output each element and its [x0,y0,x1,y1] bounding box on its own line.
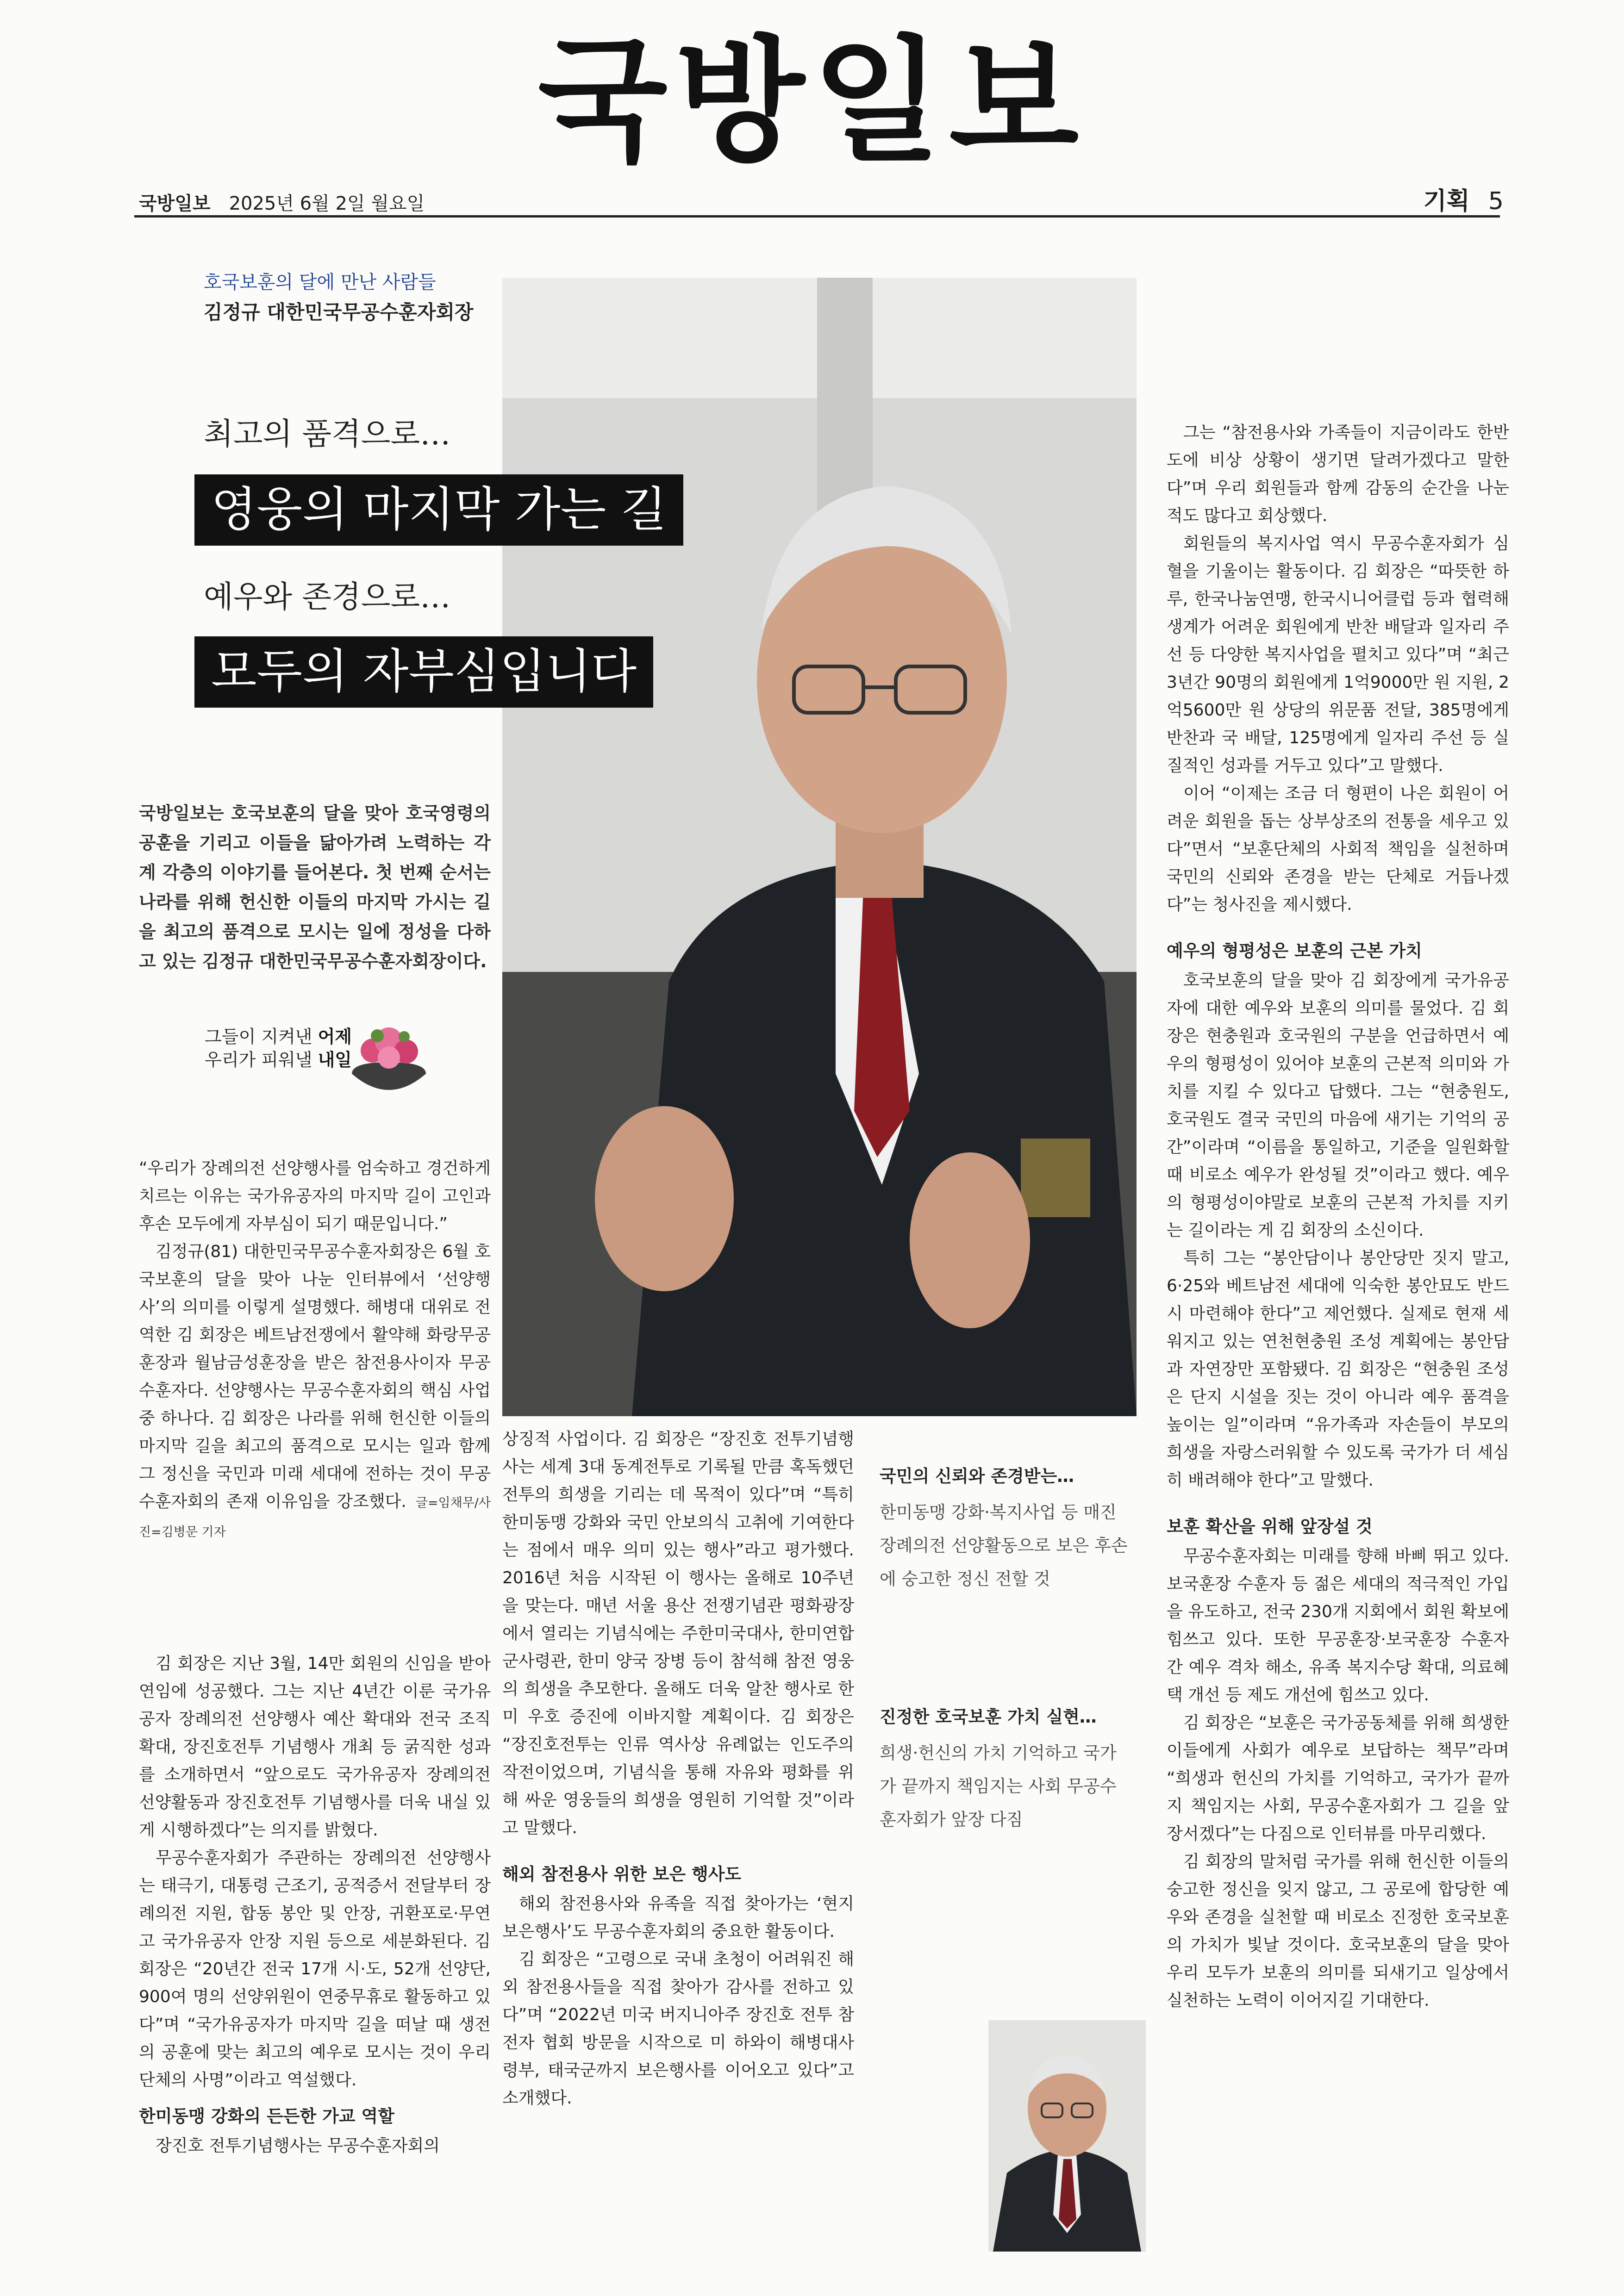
masthead-title: 국방일보 [537,24,1087,180]
body-paragraph: 이어 “이제는 조금 더 형편이 나은 회원이 어려운 회원을 돕는 상부상조의 전통을 세우고 있다”면서 “보훈단체의 사회적 책임을 실천하며 국민의 신뢰와 존경을 받는 단체로 거듭나겠다”는 청사진을 제시했다. [1167,784,1509,914]
header-rule [134,215,1500,218]
body-paragraph: 해외 참전용사와 유족을 직접 찾아가는 ‘현지 보은행사’도 무공수훈자회의 중요한 활동이다. [502,1894,854,1941]
badge-line-2: 우리가 피워낼 내일 [205,1050,352,1070]
headline-title-2: 모두의 자부심입니다 [194,636,653,708]
portrait-photo [988,2020,1146,2252]
body-paragraph: 회원들의 복지사업 역시 무공수훈자회가 심혈을 기울이는 활동이다. 김 회장은 “따뜻한 하루, 한국나눔연맹, 한국시니어클럽 등과 협력해 생계가 어려운 회원에게 반찬 배달과 일자리 주선 등 다양한 복지사업을 펼치고 있다”며 “최근 3년간 90명의 회원에게 1억9000만 원 지원, 2억5600만 원 상당의 위문품 전달, 385명에게 반찬과 국 배달, 125명에게 일자리 주선 등 실질적인 성과를 거두고 있다”고 말했다. [1167,534,1509,775]
badge-line-1: 그들이 지켜낸 어제 [205,1027,352,1047]
page-header-right [1423,187,1504,215]
subheading-alliance: 한미동맹 강화의 든든한 가교 역할 [139,2106,394,2126]
subheading-overseas: 해외 참전용사 위한 보은 행사도 [502,1864,742,1884]
body-paragraph: 김정규(81) 대한민국무공수훈자회장은 6월 호국보훈의 달을 맞아 나눈 인터뷰에서 ‘선양행사’의 의미를 이렇게 설명했다. 해병대 대위로 전역한 김 회장은 베트남전쟁에서 활약해 화랑무공훈장과 월남금성훈장을 받은 참전용사이자 무공수훈자다. 선양행사는 무공수훈자회의 핵심 사업 중 하나다. 김 회장은 나라를 위해 헌신한 이들의 마지막 길을 최고의 품격으로 모시는 일과 함께 그 정신을 국민과 미래 세대에 전하는 것이 무공수훈자회의 존재 이유임을 강조했다. 글=임채무/사진=김병문 기자 [139,1242,491,1539]
header-section: 기획 [1423,187,1470,215]
headline-title-1: 영웅의 마지막 가는 길 [194,474,683,546]
pull-quote-title: 국민의 신뢰와 존경받는… [880,1466,1074,1486]
article-column-1b [139,1650,491,2160]
flower-helmet-icon [345,1018,433,1097]
interview-photo-illustration [502,278,1137,1416]
body-paragraph: 무공수훈자회가 주관하는 장례의전 선양행사는 태극기, 대통령 근조기, 공적증서 전달부터 장례의전 지원, 합동 봉안 및 안장, 귀환포로·무연고 국가유공자 안장 지원 등으로 세분화된다. 김 회장은 “20년간 전국 17개 시·도, 52개 선양단, 900여 명의 선양위원이 연중무휴로 활동하고 있다”며 “국가유공자가 마지막 길을 떠날 때 생전의 공훈에 맞는 최고의 예우로 모시는 것이 우리 단체의 사명”이라고 역설했다. [139,1848,491,2090]
pull-quote-body: 희생·헌신의 가치 기억하고 국가가 끝까지 책임지는 사회 무공수훈자회가 앞장 다짐 [880,1743,1117,1829]
series-badge [153,1025,352,1071]
body-paragraph: 상징적 사업이다. 김 회장은 “장진호 전투기념행사는 세계 3대 동계전투로 기록될 만큼 혹독했던 전투의 희생을 기리는 데 목적이 있다”며 “특히 한미동맹 강화와 국민 안보의식 고취에 기여한다는 점에서 매우 의미 있는 행사”라고 평가했다. 2016년 처음 시작된 이 행사는 올해로 10주년을 맞는다. 매년 서울 용산 전쟁기념관 평화광장에서 열리는 기념식에는 주한미국대사, 한미연합군사령관, 한미 양국 장병 등이 참석해 참전 영웅의 희생을 추모한다. 올해도 더욱 알찬 행사로 한미 우호 증진에 이바지할 계획이다. 김 회장은 “장진호전투는 인류 역사상 유례없는 인도주의 작전이었으며, 기념식을 통해 자유와 평화를 위해 싸운 영웅들의 희생을 영원히 기억할 것”이라고 말했다. [502,1430,854,1837]
headline-kicker-2: 예우와 존경으로… [204,579,451,615]
body-paragraph: 호국보훈의 달을 맞아 김 회장에게 국가유공자에 대한 예우와 보훈의 의미를 물었다. 김 회장은 현충원과 호국원의 구분을 언급하면서 예우의 형평성이 있어야 보훈의 근본적 의미와 가치를 지킬 수 있다고 답했다. 그는 “현충원도, 호국원도 결국 국민의 마음에 새기는 기억의 공간”이라며 “이름을 통일하고, 기준을 일원화할 때 비로소 예우가 완성될 것”이라고 했다. 예우의 형평성이야말로 보훈의 근본적 가치를 지키는 길이라는 게 김 회장의 소신이다. [1167,971,1509,1240]
body-paragraph: 김 회장의 말처럼 국가를 위해 헌신한 이들의 숭고한 정신을 잊지 않고, 그 공로에 합당한 예우와 존경을 실천할 때 비로소 진정한 호국보훈의 가치가 빛날 것이다. 호국보훈의 달을 맞아 우리 모두가 보훈의 의미를 되새기고 일상에서 실천하는 노력이 이어지길 기대한다. [1167,1852,1509,2010]
subheading-equity: 예우의 형평성은 보훈의 근본 가치 [1167,941,1422,961]
subheading-spread: 보훈 확산을 위해 앞장설 것 [1167,1517,1373,1537]
series-label: 호국보훈의 달에 만난 사람들 [204,272,436,293]
header-page-number: 5 [1488,187,1504,215]
pull-quote-1 [880,1462,1130,1596]
header-paper-name: 국방일보 [139,193,211,214]
headline-kicker-1: 최고의 품격으로… [204,416,451,452]
body-paragraph: 김 회장은 지난 3월, 14만 회원의 신임을 받아 연임에 성공했다. 그는 지난 4년간 이룬 국가유공자 장례의전 선양행사 예산 확대와 전국 조직 확대, 장진호전투 기념행사 개최 등 굵직한 성과를 소개하면서 “앞으로도 국가유공자 장례의전 선양활동과 장진호전투 기념행사를 더욱 내실 있게 시행하겠다”는 의지를 밝혔다. [139,1654,491,1840]
article-column-4 [1167,419,1509,2015]
main-photo [502,278,1137,1416]
interview-subject: 김정규 대한민국무공수훈자회장 [204,301,474,324]
body-paragraph: 김 회장은 “고령으로 국내 초청이 어려워진 해외 참전용사들을 직접 찾아가 감사를 전하고 있다”며 “2022년 미국 버지니아주 장진호 전투 참전자 협회 방문을 시작으로 미 하와이 해병대사령부, 태국군까지 보은행사를 이어오고 있다”고 소개했다. [502,1950,854,2108]
body-paragraph: 무공수훈자회는 미래를 향해 바삐 뛰고 있다. 보국훈장 수훈자 등 젊은 세대의 적극적인 가입을 유도하고, 전국 230개 지회에서 회원 확보에 힘쓰고 있다. 또한 무공훈장·보국훈장 수훈자 간 예우 격차 해소, 유족 복지수당 확대, 의료혜택 개선 등 제도 개선에 힘쓰고 있다. [1167,1547,1510,1705]
quote-paragraph: “우리가 장례의전 선양행사를 엄숙하고 경건하게 치르는 이유는 국가유공자의 마지막 길이 고인과 후손 모두에게 자부심이 되기 때문입니다.” [139,1159,491,1233]
byline-credit: 글=임채무/사진=김병문 기자 [139,1496,491,1539]
body-paragraph: 그는 “참전용사와 가족들이 지금이라도 한반도에 비상 상황이 생기면 달려가겠다고 말한다”며 우리 회원들과 함께 감동의 순간을 나눈 적도 많다고 회상했다. [1167,423,1509,525]
page-header-left [139,192,425,215]
body-paragraph: 김 회장은 “보훈은 국가공동체를 위해 희생한 이들에게 사회가 예우로 보답하는 책무”라며 “희생과 헌신의 가치를 기억하고, 국가가 끝까지 책임지는 사회, 무공수훈자회가 그 길을 앞장서겠다”는 다짐으로 인터뷰를 마무리했다. [1167,1713,1509,1843]
portrait-illustration [988,2020,1146,2252]
pull-quote-title: 진정한 호국보훈 가치 실현… [880,1707,1097,1727]
header-date: 2025년 6월 2일 월요일 [229,193,425,214]
body-paragraph: 장진호 전투기념행사는 무공수훈자회의 [156,2136,440,2155]
pull-quote-2 [880,1703,1130,1836]
article-column-2 [502,1425,854,2112]
article-intro: 국방일보는 호국보훈의 달을 맞아 호국영령의 공훈을 기리고 이들을 닮아가려 노력하는 각계 각층의 이야기를 들어본다. 첫 번째 순서는 나라를 위해 헌신한 이들의 마지막 가시는 길을 최고의 품격으로 모시는 일에 정성을 다하고 있는 김정규 대한민국무공수훈자회장이다. [139,803,491,971]
pull-quote-body: 한미동맹 강화·복지사업 등 매진 장례의전 선양활동으로 보은 후손에 숭고한 정신 전할 것 [880,1502,1128,1589]
body-paragraph: 특히 그는 “봉안담이나 봉안당만 짓지 말고, 6·25와 베트남전 세대에 익숙한 봉안묘도 반드시 마련해야 한다”고 제언했다. 실제로 현재 세워지고 있는 연천현충원 조성 계획에는 봉안담과 자연장만 포함됐다. 김 회장은 “현충원 조성은 단지 시설을 짓는 것이 아니라 예우 품격을 높이는 일”이라며 “유가족과 자손들이 부모의 희생을 자랑스러워할 수 있도록 국가가 더 세심히 배려해야 한다”고 말했다. [1167,1249,1509,1490]
article-column-1a [139,1155,491,1546]
